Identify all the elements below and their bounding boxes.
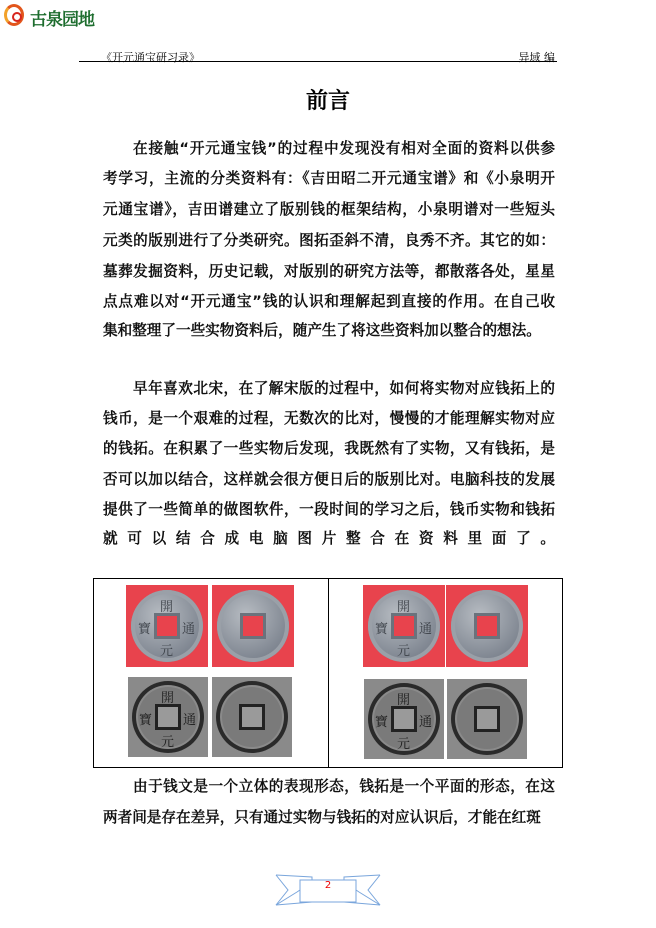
coin-photo (126, 585, 208, 667)
text-line: 集和整理了一些实物资料后，随产生了将这些资料加以整合的想法。 (103, 322, 541, 339)
coin-char-top: 開 (397, 600, 411, 615)
square-hole (477, 709, 497, 729)
header-rule (79, 61, 557, 62)
text-line: 早年喜欢北宋，在了解宋版的过程中，如何将实物对应钱拓上的 (133, 380, 555, 397)
text-line: 元类的版别进行了分类研究。图拓歪斜不清，良秀不齐。其它的如： (103, 232, 555, 249)
coin-char-bottom: 元 (161, 735, 175, 750)
coin-rubbing-image (212, 677, 292, 757)
text-line: 元通宝谱》，吉田谱建立了版别钱的框架结构，小泉明谱对一些短头 (103, 201, 555, 218)
site-logo (2, 2, 102, 28)
page-number: 2 (324, 880, 332, 891)
text-line: 就可以结合成电脑图片整合在资料里面了。 (103, 530, 555, 547)
coin-icon (217, 590, 289, 662)
page-title: 前言 (305, 89, 350, 114)
coin-icon (216, 681, 288, 753)
coin-char-bottom: 元 (397, 737, 411, 752)
square-hole (394, 709, 414, 729)
coin-char-right: 通 (182, 622, 196, 637)
logo-swirl-icon (4, 4, 24, 26)
coin-icon (131, 590, 203, 662)
coin-char-top: 開 (397, 693, 411, 708)
square-hole (242, 707, 262, 727)
coin-rubbing-image (364, 679, 444, 759)
coin-char-left: 寶 (375, 622, 389, 637)
coin-icon (368, 590, 440, 662)
coin-icon (451, 683, 523, 755)
coin-char-right: 通 (419, 622, 433, 637)
coin-char-top: 開 (160, 600, 174, 615)
square-hole (158, 707, 178, 727)
coin-rubbing-image (128, 677, 208, 757)
coin-rubbing-image (447, 679, 527, 759)
coin-char-right: 通 (419, 715, 433, 730)
coin-photo (363, 585, 445, 667)
coin-icon (368, 683, 440, 755)
square-hole (243, 616, 263, 636)
coin-char-left: 寶 (138, 622, 152, 637)
coin-char-right: 通 (183, 713, 197, 728)
text-line: 钱币，是一个艰难的过程，无数次的比对，慢慢的才能理解实物对应 (103, 410, 555, 427)
text-line: 的钱拓。在积累了一些实物后发现，我既然有了实物，又有钱拓，是 (103, 440, 555, 457)
logo-text: 古泉园地 (30, 10, 94, 30)
text-line: 在接触“开元通宝钱”的过程中发现没有相对全面的资料以供参 (133, 140, 555, 157)
square-hole (394, 616, 414, 636)
page-number-ribbon (272, 872, 384, 906)
coin-char-top: 開 (161, 691, 175, 706)
text-line: 墓葬发掘资料，历史记载，对版别的研究方法等，都散落各处，星星 (103, 263, 555, 280)
text-line: 两者间是存在差异，只有通过实物与钱拓的对应认识后，才能在红斑 (103, 809, 541, 826)
text-line: 提供了一些简单的做图软件，一段时间的学习之后，钱币实物和钱拓 (103, 501, 555, 518)
text-line: 考学习，主流的分类资料有：《吉田昭二开元通宝谱》和《小泉明开 (103, 170, 555, 187)
coin-char-left: 寶 (375, 715, 389, 730)
coin-char-bottom: 元 (160, 644, 174, 659)
header-author: 异域 编 (518, 51, 555, 64)
coin-icon (451, 590, 523, 662)
coin-char-left: 寶 (139, 713, 153, 728)
text-line: 点点难以对“开元通宝”钱的认识和理解起到直接的作用。在自己收 (103, 293, 555, 310)
header-book-title: 《开元通宝研习录》 (101, 51, 200, 64)
text-line: 否可以加以结合，这样就会很方便日后的版别比对。电脑科技的发展 (103, 471, 555, 488)
table-divider (328, 579, 329, 767)
text-line: 由于钱文是一个立体的表现形态，钱拓是一个平面的形态，在这 (133, 778, 555, 795)
coin-char-bottom: 元 (397, 644, 411, 659)
coin-icon (132, 681, 204, 753)
square-hole (477, 616, 497, 636)
square-hole (157, 616, 177, 636)
coin-photo (446, 585, 528, 667)
coin-photo (212, 585, 294, 667)
